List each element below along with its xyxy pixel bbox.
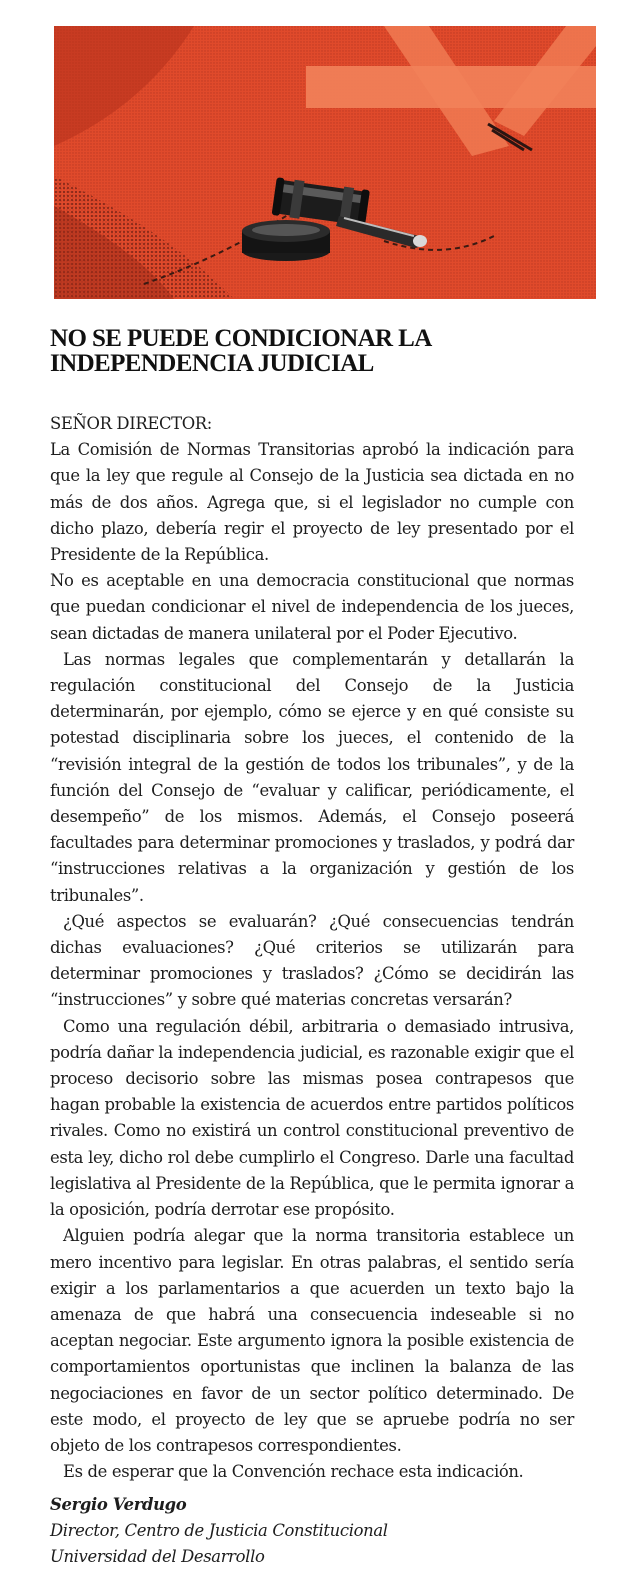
headline <box>50 326 595 376</box>
paragraph-3: Las normas legales que complementarán y detallarán la regulación constitucional del Consejo de la Justicia determinarán, por ejemplo, cómo se ejerce y en qué consiste su potestad disciplinaria sobre los jueces, el contenido de la “revisión integral de la gestión de todos los tribunales”, y de la función del Consejo de “evaluar y calificar, periódicamente, el desempeño” de los mismos. Además, el Consejo poseerá facultades para determinar promociones y traslados, y podrá dar “instrucciones relativas a la organización y gestión de los tribunales”. <box>50 649 574 905</box>
headline-line-2: INDEPENDENCIA JUDICIAL <box>50 350 374 377</box>
paragraph-7: Es de esperar que la Convención rechace esta indicación. <box>63 1462 524 1482</box>
author-name: Sergio Verdugo <box>50 1495 187 1514</box>
paragraph-2: No es aceptable en una democracia constitucional que normas que puedan condicionar el nivel de independencia de los jueces, sean dictadas de manera unilateral por el Poder Ejecutivo. <box>50 571 574 643</box>
headline-line-1: NO SE PUEDE CONDICIONAR LA <box>50 325 432 352</box>
paragraph-4: ¿Qué aspectos se evaluarán? ¿Qué consecuencias tendrán dichas evaluaciones? ¿Qué criterios se utilizarán para determinar promociones y traslados? ¿Cómo se decidirán las “instrucciones” y sobre qué materias concretas versarán? <box>50 911 574 1010</box>
paragraph-6: Alguien podría alegar que la norma transitoria establece un mero incentivo para legislar. En otras palabras, el sentido sería exigir a los parlamentarios a que acuerden un texto bajo la amenaza de que habrá una consecuencia indeseable si no aceptan negociar. Este argumento ignora la posible existencia de comportamientos oportunistas que inclinen la balanza de las negociaciones en favor de un sector político determinado. De este modo, el proyecto de ley que se apruebe podría no ser objeto de los contrapesos correspondientes. <box>50 1226 574 1455</box>
paragraph-1: La Comisión de Normas Transitorias aprobó la indicación para que la ley que regule al Consejo de la Justicia sea dictada en no más de dos años. Agrega que, si el legislador no cumple con dicho plazo, debería regir el proyecto de ley presentado por el Presidente de la República. <box>50 440 574 565</box>
paragraph-5: Como una regulación débil, arbitraria o demasiado intrusiva, podría dañar la independencia judicial, es razonable exigir que el proceso decisorio sobre las mismas posea contrapesos que hagan probable la existencia de acuerdos entre partidos políticos rivales. Como no existirá un control constitucional preventivo de esta ley, dicho rol debe cumplirlo el Congreso. Darle una facultad legislativa al Presidente de la República, que le permita ignorar a la oposición, podría derrotar ese propósito. <box>50 1016 574 1220</box>
author-institution: Universidad del Desarrollo <box>50 1547 265 1567</box>
salutation: SEÑOR DIRECTOR: <box>50 414 212 433</box>
letter-body <box>50 411 574 1485</box>
author-role: Director, Centro de Justicia Constitucional <box>50 1521 388 1541</box>
signature-block <box>50 1492 590 1571</box>
gavel-illustration <box>54 26 596 299</box>
